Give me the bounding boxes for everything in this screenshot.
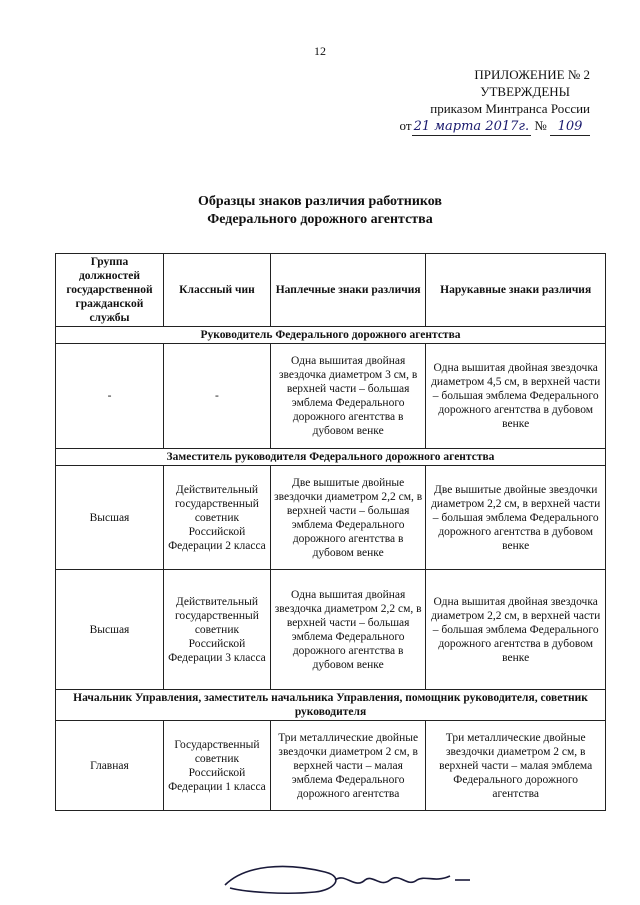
handwritten-number: 109 xyxy=(550,118,590,136)
appendix-label: ПРИЛОЖЕНИЕ № 2 xyxy=(474,67,590,82)
section-heading-row xyxy=(56,327,606,344)
table-row xyxy=(56,344,606,449)
section-heading-row xyxy=(56,690,606,721)
header-shoulder-insignia: Наплечные знаки различия xyxy=(270,254,425,327)
approved-label: УТВЕРЖДЕНЫ xyxy=(480,84,570,99)
table-cell: Одна вышитая двойная звездочка диаметром 2,2 см, в верхней части – большая эмблема Федерального дорожного агентства в дубовом венке xyxy=(426,570,606,690)
section-heading: Начальник Управления, заместитель начальника Управления, помощник руководителя, советник руководителя xyxy=(56,690,606,721)
page-number: 12 xyxy=(314,44,326,58)
handwritten-date: 21 марта 2017г. xyxy=(413,119,530,134)
table-cell: Государственный советник Российской Федерации 1 класса xyxy=(163,721,270,811)
from-label: от xyxy=(399,118,412,133)
header-class-rank: Классный чин xyxy=(163,254,270,327)
section-heading: Руководитель Федерального дорожного агентства xyxy=(56,327,606,344)
table-header-row xyxy=(56,254,606,327)
table-cell: Две вышитые двойные звездочки диаметром 2,2 см, в верхней части – большая эмблема Федерального дорожного агентства в дубовом венке xyxy=(270,466,425,570)
section-heading-row xyxy=(56,449,606,466)
table-row xyxy=(56,570,606,690)
table-row xyxy=(56,721,606,811)
section-heading: Заместитель руководителя Федерального дорожного агентства xyxy=(56,449,606,466)
table-cell: - xyxy=(56,344,164,449)
order-label: приказом Минтранса России xyxy=(430,101,590,116)
table-cell: Три металлические двойные звездочки диаметром 2 см, в верхней части – малая эмблема Федерального дорожного агентства xyxy=(426,721,606,811)
table-cell: - xyxy=(163,344,270,449)
approval-block xyxy=(330,66,590,136)
table-cell: Действительный государственный советник Российской Федерации 2 класса xyxy=(163,466,270,570)
table-row xyxy=(56,466,606,570)
table-cell: Высшая xyxy=(56,570,164,690)
table-cell: Действительный государственный советник Российской Федерации 3 класса xyxy=(163,570,270,690)
order-date-line xyxy=(330,117,590,136)
table-cell: Одна вышитая двойная звездочка диаметром 3 см, в верхней части – большая эмблема Федерального дорожного агентства в дубовом венке xyxy=(270,344,425,449)
handwritten-signature xyxy=(215,850,475,905)
table-cell: Одна вышитая двойная звездочка диаметром 4,5 см, в верхней части – большая эмблема Федерального дорожного агентства в дубовом венке xyxy=(426,344,606,449)
table-cell: Главная xyxy=(56,721,164,811)
header-position-group: Группа должностей государственной гражданской службы xyxy=(56,254,164,327)
title-line-2: Федерального дорожного агентства xyxy=(207,212,433,227)
title-line-1: Образцы знаков различия работников xyxy=(198,194,442,209)
table-cell: Три металлические двойные звездочки диаметром 2 см, в верхней части – малая эмблема Федерального дорожного агентства xyxy=(270,721,425,811)
header-sleeve-insignia: Нарукавные знаки различия xyxy=(426,254,606,327)
insignia-table xyxy=(55,253,606,811)
number-label: № xyxy=(534,118,547,133)
table-cell: Высшая xyxy=(56,466,164,570)
table-cell: Одна вышитая двойная звездочка диаметром 2,2 см, в верхней части – большая эмблема Федерального дорожного агентства в дубовом венке xyxy=(270,570,425,690)
document-title xyxy=(0,193,640,229)
table-cell: Две вышитые двойные звездочки диаметром 2,2 см, в верхней части – большая эмблема Федерального дорожного агентства в дубовом венке xyxy=(426,466,606,570)
